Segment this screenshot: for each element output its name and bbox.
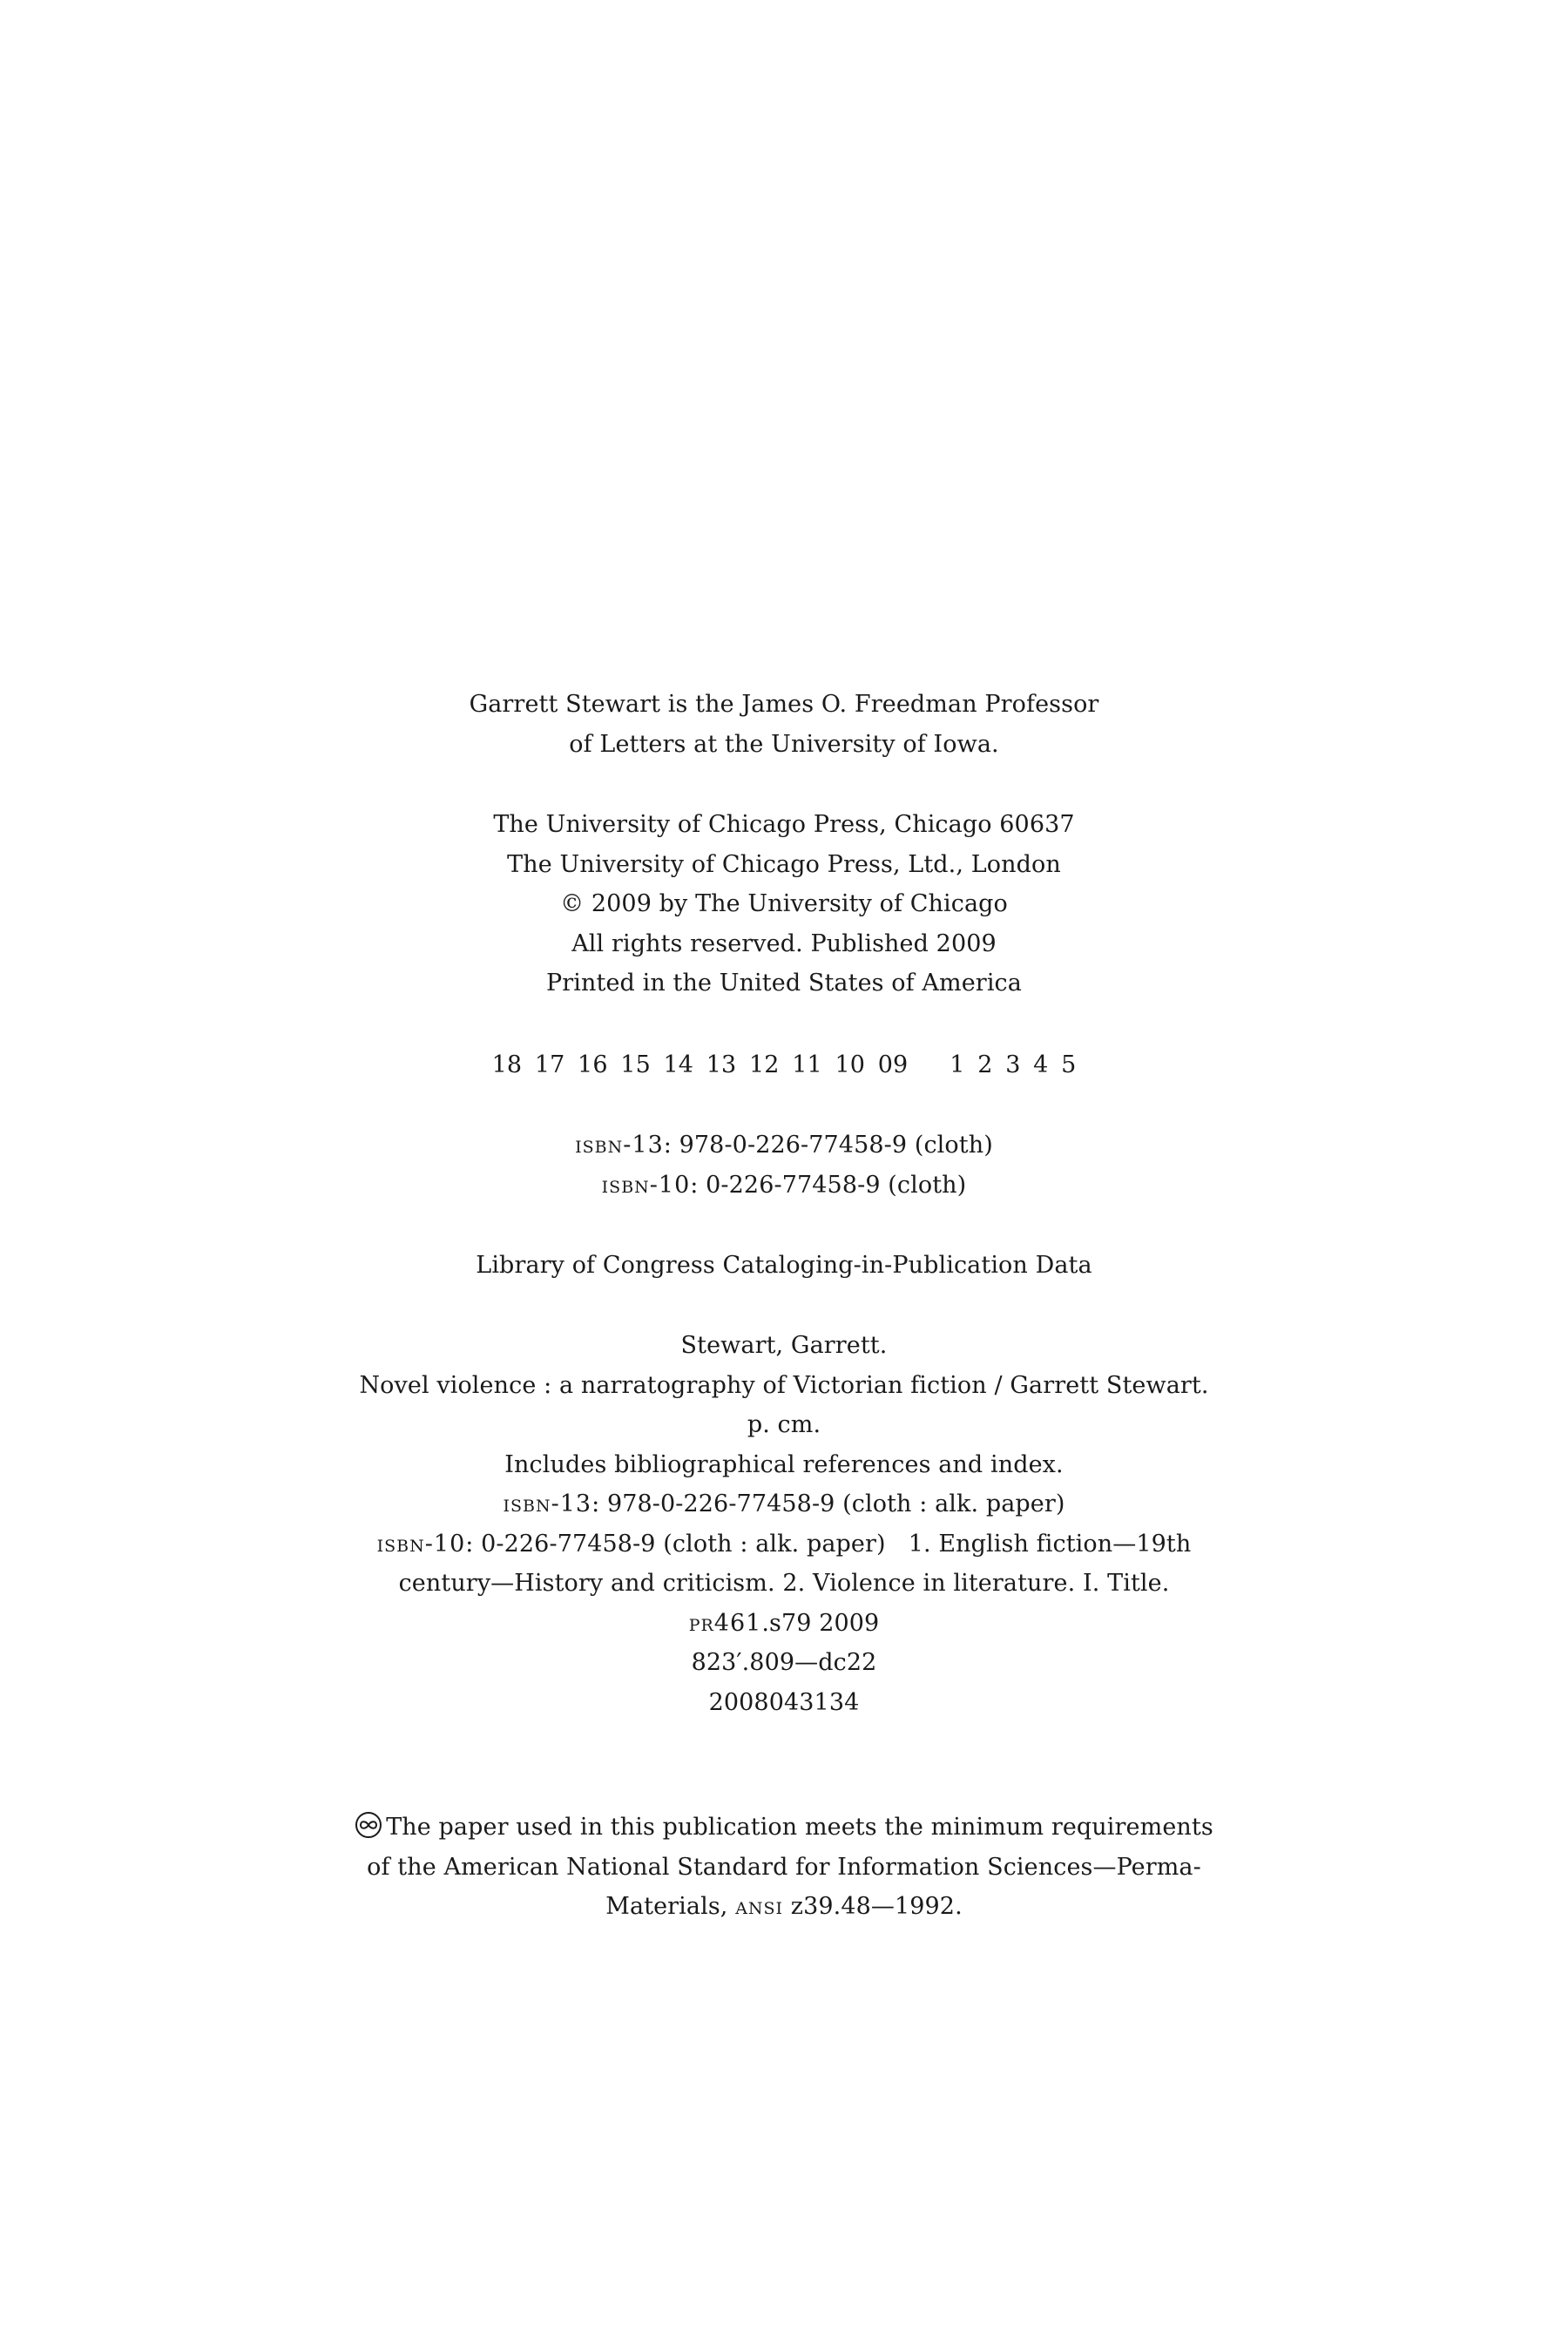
copyright-line: © 2009 by The University of Chicago	[560, 890, 1008, 917]
paper-line-3-prefix: Materials,	[605, 1893, 728, 1920]
cip-isbn10-label: isbn-10	[376, 1530, 466, 1558]
cip-author: Stewart, Garrett.	[680, 1332, 888, 1359]
cip-heading-text: Library of Congress Cataloging-in-Publication Data	[476, 1252, 1092, 1279]
cip-call-number-rest: .s79 2009	[761, 1609, 880, 1637]
paper-line-2: of the American National Standard for Information Sciences—Perma-	[367, 1853, 1201, 1881]
cip-call-number	[0, 1604, 1568, 1644]
printed-in-line: Printed in the United States of America	[546, 970, 1022, 997]
cip-isbn10-subjects	[0, 1524, 1568, 1565]
cip-isbn13-label: isbn-13	[503, 1490, 592, 1517]
publisher-line: The University of Chicago Press, Ltd., London	[507, 850, 1061, 878]
isbn10-value: : 0-226-77458-9 (cloth)	[690, 1171, 967, 1199]
cip-title: Novel violence : a narratography of Victorian fiction / Garrett Stewart.	[359, 1371, 1209, 1399]
paper-statement	[0, 1808, 1568, 1927]
cip-subjects-part2: century—History and criticism. 2. Violence in literature. I. Title.	[398, 1570, 1170, 1597]
infinity-circle-icon	[355, 1811, 382, 1839]
cip-lccn: 2008043134	[708, 1688, 860, 1716]
isbn13-value: : 978-0-226-77458-9 (cloth)	[663, 1132, 993, 1159]
isbn-block	[0, 1125, 1568, 1205]
paper-line-1	[0, 1808, 1568, 1848]
ansi-label: ansi	[735, 1893, 784, 1920]
cip-isbn10-value: : 0-226-77458-9 (cloth : alk. paper)	[465, 1530, 886, 1558]
cip-heading	[0, 1246, 1568, 1286]
paper-line-1-text: The paper used in this publication meets the minimum requirements	[386, 1814, 1213, 1841]
rights-line: All rights reserved. Published 2009	[571, 929, 997, 957]
cip-notes: Includes bibliographical references and index.	[504, 1450, 1064, 1478]
isbn10-label: isbn-10	[601, 1171, 691, 1199]
paper-line-3-suffix: z39.48—1992.	[790, 1893, 963, 1920]
cip-subjects-part1: 1. English fiction—19th	[908, 1530, 1192, 1558]
publisher-line: The University of Chicago Press, Chicago 60637	[493, 811, 1075, 838]
print-line	[0, 1045, 1568, 1085]
author-bio	[0, 685, 1568, 764]
author-bio-line: of Letters at the University of Iowa.	[569, 730, 999, 758]
author-bio-line: Garrett Stewart is the James O. Freedman Professor	[469, 691, 1099, 718]
cip-record	[0, 1326, 1568, 1722]
cip-isbn13-value: : 978-0-226-77458-9 (cloth : alk. paper)	[591, 1490, 1065, 1517]
publisher-info	[0, 805, 1568, 1004]
isbn13-label: isbn-13	[575, 1132, 664, 1159]
cip-call-number-prefix: pr461	[688, 1609, 762, 1637]
isbn13-line	[0, 1125, 1568, 1166]
isbn10-line	[0, 1166, 1568, 1206]
print-years: 18 17 16 15 14 13 12 11 10 09	[491, 1051, 909, 1078]
cip-isbn13	[0, 1484, 1568, 1524]
paper-line-3	[0, 1887, 1568, 1927]
cip-pages: p. cm.	[747, 1411, 821, 1438]
print-impressions: 1 2 3 4 5	[950, 1051, 1077, 1078]
cip-dewey: 823′.809—dc22	[691, 1649, 877, 1676]
